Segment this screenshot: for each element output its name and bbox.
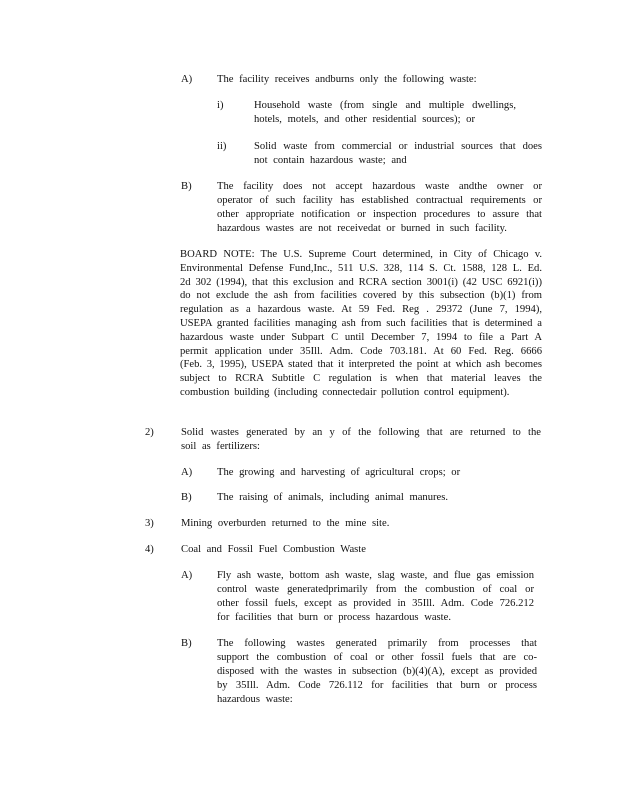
clause-text: Fly ash waste, bottom ash waste, slag waste, and flue gas emission control waste generatedprimarily from the combustion of coal or other fossil fuels, except as provided in 35Ill. Adm. Code 726.212 for facilities that burn or process hazardous waste.	[217, 570, 534, 623]
clause-label: B)	[181, 638, 192, 649]
clause-label: B)	[181, 181, 192, 192]
clause-text: Solid waste from commercial or industrial sources that does not contain hazardous waste; and	[254, 141, 542, 166]
clause-text: The following wastes generated primarily from processes that support the combustion of coal or other fossil fuels that are co-disposed with the wastes in subsection (b)(4)(A), except as provided by 35Ill. Adm. Code 726.112 for facilities that burn or process hazardous waste:	[217, 638, 537, 705]
clause-label: 3)	[145, 518, 154, 529]
clause-text: Mining overburden returned to the mine site.	[181, 518, 390, 529]
clause-label: A)	[181, 467, 193, 478]
clause-label: 2)	[145, 427, 154, 438]
clause-text: The raising of animals, including animal manures.	[217, 492, 448, 503]
clause-text: Household waste (from single and multiple dwellings, hotels, motels, and other residential sources); or	[254, 100, 516, 125]
clause-text: The facility receives andburns only the following waste:	[217, 74, 477, 85]
board-note: BOARD NOTE: The U.S. Supreme Court determined, in City of Chicago v. Environmental Defense Fund,Inc., 511 U.S. 328, 114 S. Ct. 1588, 128 L. Ed. 2d 302 (1994), that this exclusion and RCRA section 3001(i) (42 USC 6921(i)) do not exclude the ash from facilities covered by this subsection (b)(1) from regulation as a hazardous waste. At 59 Fed. Reg . 29372 (June 7, 1994), USEPA granted facilities managing ash from such facilities that is determined a hazardous waste under Subpart C until December 7, 1994 to file a Part A permit application under 35Ill. Adm. Code 703.181. At 60 Fed. Reg. 6666 (Feb. 3, 1995), USEPA stated that it interpreted the point at which ash becomes subject to RCRA Subtitle C regulation is when that material leaves the combustion building (including connectedair pollution control equipment).	[180, 249, 542, 398]
clause-text: Coal and Fossil Fuel Combustion Waste	[181, 544, 366, 555]
clause-label: i)	[217, 100, 224, 111]
clause-label: A)	[181, 74, 193, 85]
clause-label: ii)	[217, 141, 227, 152]
clause-label: A)	[181, 570, 193, 581]
clause-text: Solid wastes generated by an y of the following that are returned to the soil as fertilizers:	[181, 427, 541, 452]
clause-text: The growing and harvesting of agricultural crops; or	[217, 467, 461, 478]
clause-text: The facility does not accept hazardous waste andthe owner or operator of such facility has established contractual requirements or other appropriate notification or inspection procedures to assure that hazardous wastes are not receivedat or burned in such facility.	[217, 181, 542, 234]
clause-label: B)	[181, 492, 192, 503]
clause-label: 4)	[145, 544, 154, 555]
